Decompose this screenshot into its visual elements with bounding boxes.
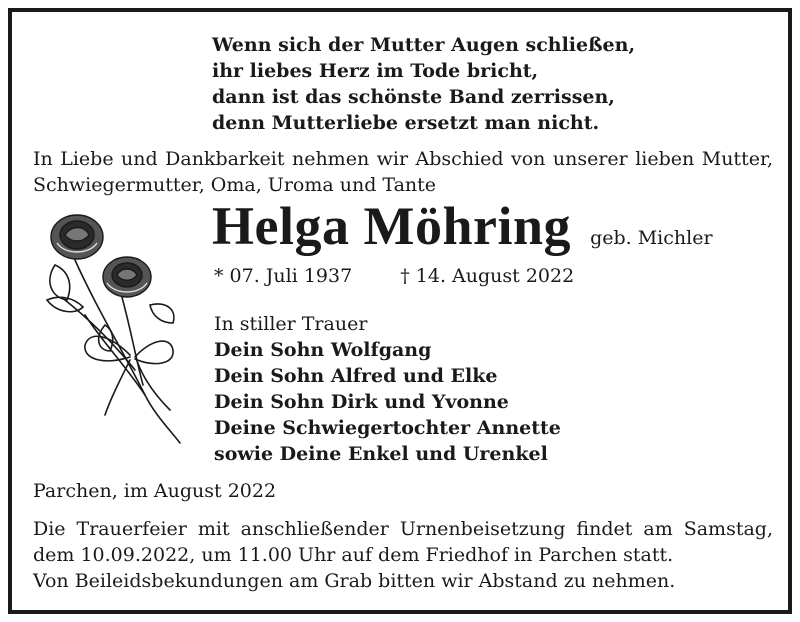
poem [212,32,635,136]
rose-illustration-icon [35,205,195,453]
death-date: † 14. August 2022 [400,265,575,287]
intro-text [33,146,773,198]
poem-line: denn Mutterliebe ersetzt man nicht. [212,112,600,134]
place-date: Parchen, im August 2022 [33,480,277,502]
life-dates [214,265,574,287]
poem-line: ihr liebes Herz im Tode bricht, [212,60,539,82]
funeral-line: dem 10.09.2022, um 11.00 Uhr auf dem Friedhof in Parchen statt. [33,544,674,566]
mourners-block [214,311,561,467]
mourners-list [214,337,561,467]
deceased-name: Helga Möhring [212,196,571,256]
funeral-line: Von Beileidsbekundungen am Grab bitten wir Abstand zu nehmen. [33,570,676,592]
mourner-item: sowie Deine Enkel und Urenkel [214,443,548,465]
mourner-item: Dein Sohn Dirk und Yvonne [214,391,509,413]
mourner-item: Dein Sohn Alfred und Elke [214,365,498,387]
intro-line: In Liebe und Dankbarkeit nehmen wir Abschied von unserer lieben Mutter, [33,148,773,170]
mourner-item: Deine Schwiegertochter Annette [214,417,561,439]
deceased-name-row [212,195,713,257]
poem-line: Wenn sich der Mutter Augen schließen, [212,34,636,56]
funeral-notice [33,516,773,594]
maiden-name: geb. Michler [590,227,713,249]
mourner-item: Dein Sohn Wolfgang [214,339,432,361]
mourners-heading: In stiller Trauer [214,313,368,335]
intro-line: Schwiegermutter, Oma, Uroma und Tante [33,174,437,196]
funeral-line: Die Trauerfeier mit anschließender Urnenbeisetzung findet am Samstag, [33,518,773,540]
birth-date: * 07. Juli 1937 [214,265,353,287]
poem-line: dann ist das schönste Band zerrissen, [212,86,615,108]
